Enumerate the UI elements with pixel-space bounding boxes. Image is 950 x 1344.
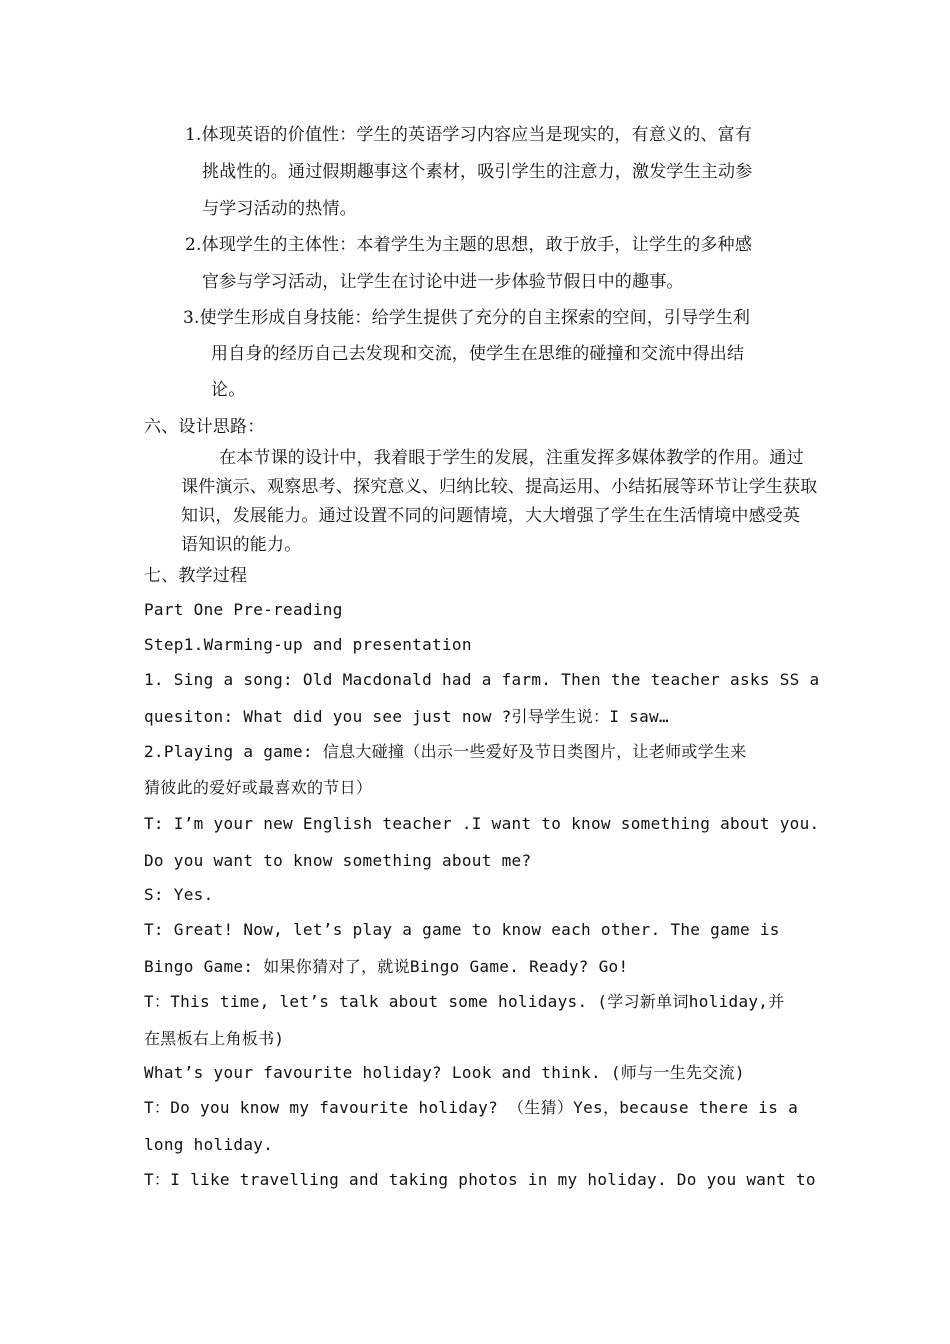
section-7-line-6: 猜彼此的爱好或最喜欢的节日） bbox=[144, 778, 373, 797]
principle-2-line-2: 官参与学习活动，让学生在讨论中进一步体验节假日中的趣事。 bbox=[202, 272, 684, 292]
section-6-line-4: 语知识的能力。 bbox=[181, 535, 302, 555]
section-7-line-4: quesiton: What did you see just now ?引导学生说：I saw… bbox=[144, 707, 669, 726]
section-7-line-11: Bingo Game: 如果你猜对了，就说Bingo Game. Ready? Go! bbox=[144, 957, 629, 976]
section-7-line-14: What’s your favourite holiday? Look and think. (师与一生先交流) bbox=[144, 1063, 745, 1082]
section-7-line-1: Part One Pre-reading bbox=[144, 600, 343, 619]
section-6-line-2: 课件演示、观察思考、探究意义、归纳比较、提高运用、小结拓展等环节让学生获取 bbox=[181, 477, 818, 497]
section-7-line-10: T: Great! Now, let’s play a game to know each other. The game is bbox=[144, 920, 780, 939]
principle-3-line-3: 论。 bbox=[211, 380, 246, 400]
section-7-line-12: T：This time, let’s talk about some holidays. (学习新单词holiday,并 bbox=[144, 992, 785, 1011]
section-7-line-3: 1. Sing a song: Old Macdonald had a farm. Then the teacher asks SS a bbox=[144, 670, 820, 689]
principle-3-line-2: 用自身的经历自己去发现和交流，使学生在思维的碰撞和交流中得出结 bbox=[211, 344, 745, 364]
section-6-line-3: 知识，发展能力。通过设置不同的问题情境，大大增强了学生在生活情境中感受英 bbox=[181, 506, 801, 526]
section-7-heading: 七、教学过程 bbox=[144, 566, 248, 586]
section-7-line-15: T：Do you know my favourite holiday? （生猜）Yes，because there is a bbox=[144, 1098, 799, 1117]
section-7-line-13: 在黑板右上角板书) bbox=[144, 1029, 285, 1048]
section-7-line-9: S: Yes. bbox=[144, 885, 214, 904]
section-7-line-8: Do you want to know something about me? bbox=[144, 851, 532, 870]
section-7-line-5: 2.Playing a game: 信息大碰撞（出示一些爱好及节日类图片，让老师或学生来 bbox=[144, 742, 747, 761]
section-7-line-16: long holiday. bbox=[144, 1135, 274, 1154]
section-7-line-2: Step1.Warming-up and presentation bbox=[144, 635, 472, 654]
principle-1-line-2: 挑战性的。通过假期趣事这个素材，吸引学生的注意力，激发学生主动参 bbox=[202, 162, 753, 182]
principle-1-line-3: 与学习活动的热情。 bbox=[202, 199, 357, 219]
section-6-heading: 六、设计思路： bbox=[144, 417, 265, 437]
section-6-line-1: 在本节课的设计中，我着眼于学生的发展，注重发挥多媒体教学的作用。通过 bbox=[219, 448, 804, 468]
principle-1-line-1: 1.体现英语的价值性：学生的英语学习内容应当是现实的，有意义的、富有 bbox=[185, 125, 753, 145]
section-7-line-17: T：I like travelling and taking photos in my holiday. Do you want to bbox=[144, 1170, 816, 1189]
section-7-line-7: T: I’m your new English teacher .I want to know something about you. bbox=[144, 814, 820, 833]
principle-3-line-1: 3.使学生形成自身技能：给学生提供了充分的自主探索的空间，引导学生利 bbox=[183, 308, 751, 328]
principle-2-line-1: 2.体现学生的主体性：本着学生为主题的思想，敢于放手，让学生的多种感 bbox=[185, 235, 753, 255]
